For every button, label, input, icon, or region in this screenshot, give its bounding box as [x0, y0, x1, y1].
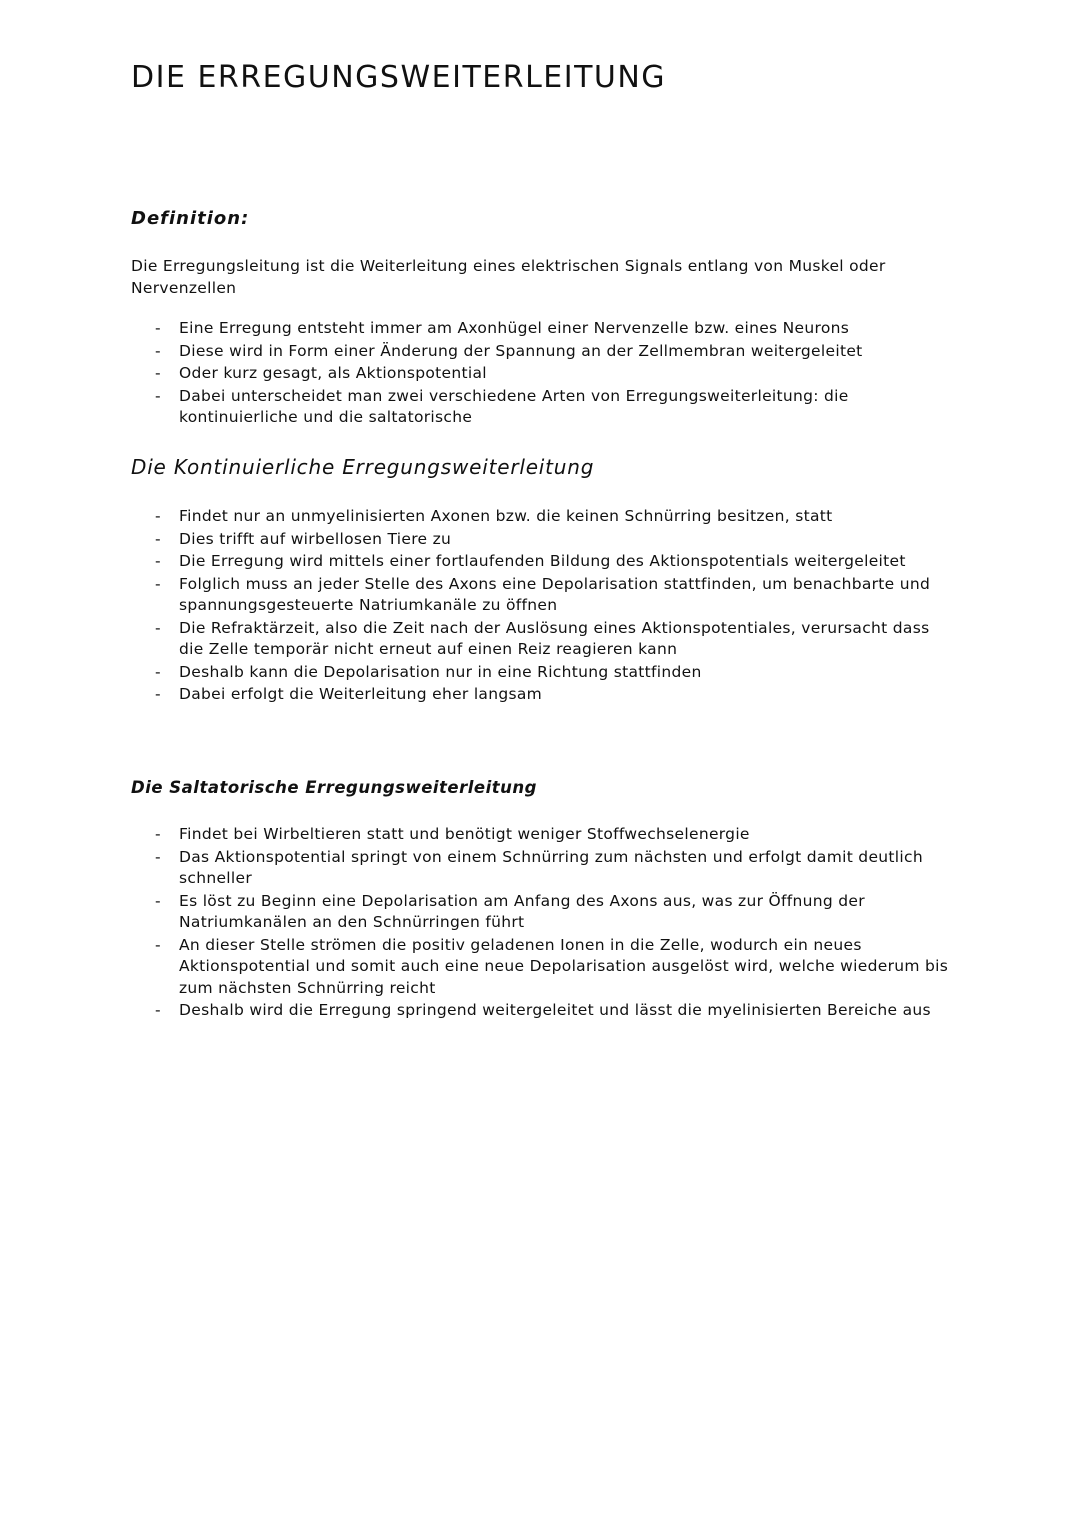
list-item-text: Dies trifft auf wirbellosen Tiere zu — [179, 529, 452, 548]
definition-text: Die Erregungsleitung ist die Weiterleitung eines elektrischen Signals entlang von Muskel oder Nervenzellen — [131, 257, 886, 297]
list-item — [155, 618, 955, 661]
dash-icon: - — [155, 685, 161, 703]
list-item — [155, 847, 955, 890]
list-item — [155, 824, 955, 846]
list-item — [155, 891, 955, 934]
list-item — [155, 318, 955, 340]
dash-icon: - — [155, 507, 161, 525]
list-item-text: Das Aktionspotential springt von einem Schnürring zum nächsten und erfolgt damit deutlich schneller — [179, 847, 923, 887]
list-item-text: Folglich muss an jeder Stelle des Axons eine Depolarisation stattfinden, um benachbarte und spannungsgesteuerte Natriumkanäle zu öffnen — [179, 574, 931, 614]
list-item-text: Findet nur an unmyelinisierten Axonen bzw. die keinen Schnürring besitzen, statt — [179, 507, 833, 525]
dash-icon: - — [155, 574, 161, 593]
list-item — [155, 529, 955, 551]
dash-icon: - — [155, 825, 161, 843]
list-item — [155, 551, 955, 573]
dash-icon: - — [155, 319, 161, 337]
definition-bullet-list — [155, 318, 955, 430]
list-item — [155, 363, 955, 385]
list-item-text: Findet bei Wirbeltieren statt und benötigt weniger Stoffwechselenergie — [179, 825, 750, 843]
dash-icon: - — [155, 364, 161, 382]
list-item-text: An dieser Stelle strömen die positiv geladenen Ionen in die Zelle, wodurch ein neues Aktionspotential und somit auch eine neue Depolarisation ausgelöst wird, welche wiederum bis zum nächsten Schnürring reicht — [179, 935, 949, 997]
list-item-text: Es löst zu Beginn eine Depolarisation am Anfang des Axons aus, was zur Öffnung der Natriumkanälen an den Schnürringen führt — [179, 891, 865, 931]
dash-icon: - — [155, 386, 161, 405]
saltatorisch-heading: Die Saltatorische Erregungsweiterleitung — [131, 778, 537, 797]
list-item — [155, 506, 955, 528]
list-item-text: Deshalb kann die Depolarisation nur in eine Richtung stattfinden — [179, 662, 702, 681]
dash-icon: - — [155, 891, 161, 910]
list-item-text: Oder kurz gesagt, als Aktionspotential — [179, 364, 487, 382]
dash-icon: - — [155, 935, 161, 954]
dash-icon: - — [155, 618, 161, 637]
page-title: DIE ERREGUNGSWEITERLEITUNG — [131, 60, 667, 95]
dash-icon: - — [155, 552, 161, 570]
definition-heading: Definition: — [131, 208, 250, 229]
kontinuierlich-bullet-list — [155, 506, 955, 707]
kontinuierlich-heading: Die Kontinuierliche Erregungsweiterleitung — [131, 455, 595, 479]
dash-icon: - — [155, 1001, 161, 1019]
list-item — [155, 684, 955, 706]
list-item — [155, 662, 955, 684]
list-item-text: Die Refraktärzeit, also die Zeit nach der Auslösung eines Aktionspotentiales, verursacht dass die Zelle temporär nicht erneut auf einen Reiz reagieren kann — [179, 618, 930, 658]
dash-icon: - — [155, 341, 161, 360]
list-item — [155, 935, 955, 1000]
list-item — [155, 574, 955, 617]
list-item — [155, 341, 955, 363]
dash-icon: - — [155, 529, 161, 548]
list-item — [155, 386, 955, 429]
list-item-text: Deshalb wird die Erregung springend weitergeleitet und lässt die myelinisierten Bereiche aus — [179, 1001, 931, 1019]
list-item-text: Dabei unterscheidet man zwei verschiedene Arten von Erregungsweiterleitung: die kontinuierliche und die saltatorische — [179, 386, 849, 426]
list-item-text: Die Erregung wird mittels einer fortlaufenden Bildung des Aktionspotentials weitergeleitet — [179, 552, 906, 570]
dash-icon: - — [155, 847, 161, 866]
saltatorisch-bullet-list — [155, 824, 955, 1023]
list-item-text: Eine Erregung entsteht immer am Axonhügel einer Nervenzelle bzw. eines Neurons — [179, 319, 850, 337]
dash-icon: - — [155, 662, 161, 681]
list-item-text: Diese wird in Form einer Änderung der Spannung an der Zellmembran weitergeleitet — [179, 341, 863, 360]
list-item — [155, 1000, 955, 1022]
list-item-text: Dabei erfolgt die Weiterleitung eher langsam — [179, 685, 543, 703]
